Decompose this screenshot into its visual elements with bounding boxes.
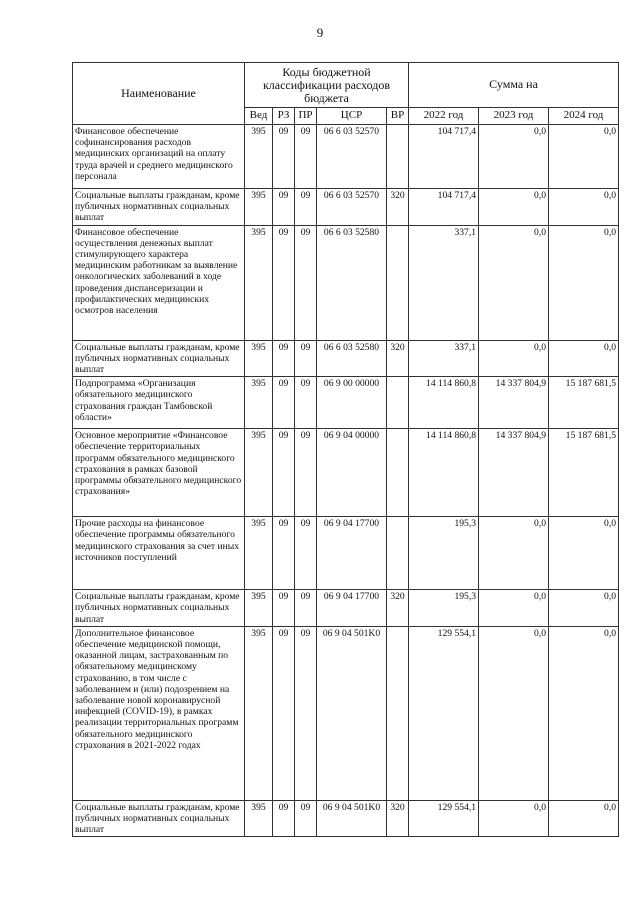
row-vr xyxy=(387,377,409,429)
row-amount-2023: 0,0 xyxy=(479,517,549,590)
row-ved: 395 xyxy=(245,590,273,627)
row-ved: 395 xyxy=(245,800,273,837)
row-rz: 09 xyxy=(273,590,295,627)
table-row xyxy=(73,377,619,429)
column-header-2024: 2024 год xyxy=(549,108,619,125)
column-header-2022: 2022 год xyxy=(409,108,479,125)
row-pr: 09 xyxy=(295,429,317,517)
row-pr: 09 xyxy=(295,125,317,189)
row-amount-2024: 0,0 xyxy=(549,800,619,837)
row-amount-2022: 129 554,1 xyxy=(409,626,479,800)
header-name: Наименование xyxy=(73,63,245,125)
row-rz: 09 xyxy=(273,125,295,189)
row-ved: 395 xyxy=(245,429,273,517)
row-csr: 06 6 03 52580 xyxy=(317,340,387,377)
table-row xyxy=(73,590,619,627)
table-row xyxy=(73,125,619,189)
row-amount-2024: 0,0 xyxy=(549,189,619,226)
row-name: Социальные выплаты гражданам, кроме публичных нормативных социальных выплат xyxy=(73,800,245,837)
column-header-ved: Вед xyxy=(245,108,273,125)
row-name: Прочие расходы на финансовое обеспечение программы обязательного медицинского страхования за счет иных источников поступлений xyxy=(73,517,245,590)
row-ved: 395 xyxy=(245,125,273,189)
row-vr: 320 xyxy=(387,590,409,627)
row-csr: 06 9 04 00000 xyxy=(317,429,387,517)
row-name: Социальные выплаты гражданам, кроме публичных нормативных социальных выплат xyxy=(73,590,245,627)
table-row xyxy=(73,340,619,377)
row-amount-2022: 14 114 860,8 xyxy=(409,429,479,517)
row-vr xyxy=(387,225,409,340)
row-name: Основное мероприятие «Финансовое обеспечение территориальных программ обязательного медицинского страхования в рамках базовой программы обязательного медицинского страхования» xyxy=(73,429,245,517)
row-name: Дополнительное финансовое обеспечение медицинской помощи, оказанной лицам, застрахованным по обязательному медицинскому страхованию, в том числе с заболеванием и (или) подозрением на заболевание новой коронавирусной инфекцией (COVID-19), в рамках реализации территориальных программ обязательного медицинского страхования в 2021-2022 годах xyxy=(73,626,245,800)
row-amount-2023: 14 337 804,9 xyxy=(479,429,549,517)
row-vr: 320 xyxy=(387,340,409,377)
column-header-csr: ЦСР xyxy=(317,108,387,125)
row-pr: 09 xyxy=(295,590,317,627)
row-amount-2024: 0,0 xyxy=(549,125,619,189)
row-ved: 395 xyxy=(245,626,273,800)
row-csr: 06 9 00 00000 xyxy=(317,377,387,429)
row-amount-2023: 0,0 xyxy=(479,189,549,226)
table-row xyxy=(73,429,619,517)
row-amount-2024: 15 187 681,5 xyxy=(549,429,619,517)
column-header-2023: 2023 год xyxy=(479,108,549,125)
row-amount-2023: 0,0 xyxy=(479,340,549,377)
row-name: Финансовое обеспечение софинансирования расходов медицинских организаций на оплату труда врачей и среднего медицинского персонала xyxy=(73,125,245,189)
row-csr: 06 6 03 52570 xyxy=(317,125,387,189)
row-name: Финансовое обеспечение осуществления денежных выплат стимулирующего характера медицинским работникам за выявление онкологических заболеваний в ходе проведения диспансеризации и профилактических медицинских осмотров населения xyxy=(73,225,245,340)
row-pr: 09 xyxy=(295,340,317,377)
row-ved: 395 xyxy=(245,189,273,226)
row-pr: 09 xyxy=(295,626,317,800)
row-rz: 09 xyxy=(273,429,295,517)
column-header-rz: РЗ xyxy=(273,108,295,125)
row-amount-2022: 195,3 xyxy=(409,517,479,590)
row-name: Социальные выплаты гражданам, кроме публичных нормативных социальных выплат xyxy=(73,340,245,377)
header-codes: Коды бюджетной классификации расходов бюджета xyxy=(245,63,409,108)
row-amount-2024: 0,0 xyxy=(549,340,619,377)
column-header-pr: ПР xyxy=(295,108,317,125)
row-name: Подпрограмма «Организация обязательного медицинского страхования граждан Тамбовской области» xyxy=(73,377,245,429)
row-name: Социальные выплаты гражданам, кроме публичных нормативных социальных выплат xyxy=(73,189,245,226)
row-ved: 395 xyxy=(245,340,273,377)
row-rz: 09 xyxy=(273,377,295,429)
table-row xyxy=(73,189,619,226)
row-amount-2022: 337,1 xyxy=(409,225,479,340)
header-sum: Сумма на xyxy=(409,63,619,108)
row-rz: 09 xyxy=(273,225,295,340)
row-amount-2023: 0,0 xyxy=(479,590,549,627)
row-rz: 09 xyxy=(273,189,295,226)
row-amount-2022: 104 717,4 xyxy=(409,125,479,189)
row-amount-2022: 14 114 860,8 xyxy=(409,377,479,429)
row-pr: 09 xyxy=(295,225,317,340)
row-amount-2022: 129 554,1 xyxy=(409,800,479,837)
table-row xyxy=(73,626,619,800)
page-number: 9 xyxy=(316,25,324,40)
row-amount-2022: 337,1 xyxy=(409,340,479,377)
row-vr xyxy=(387,125,409,189)
row-pr: 09 xyxy=(295,517,317,590)
row-csr: 06 6 03 52570 xyxy=(317,189,387,226)
row-amount-2023: 14 337 804,9 xyxy=(479,377,549,429)
row-amount-2023: 0,0 xyxy=(479,225,549,340)
row-amount-2024: 15 187 681,5 xyxy=(549,377,619,429)
row-vr xyxy=(387,429,409,517)
budget-table xyxy=(72,62,619,837)
row-csr: 06 9 04 501K0 xyxy=(317,626,387,800)
row-amount-2022: 195,3 xyxy=(409,590,479,627)
row-rz: 09 xyxy=(273,800,295,837)
row-amount-2022: 104 717,4 xyxy=(409,189,479,226)
row-amount-2024: 0,0 xyxy=(549,517,619,590)
row-pr: 09 xyxy=(295,189,317,226)
column-header-vr: ВР xyxy=(387,108,409,125)
row-amount-2023: 0,0 xyxy=(479,800,549,837)
row-pr: 09 xyxy=(295,800,317,837)
row-amount-2023: 0,0 xyxy=(479,125,549,189)
table-row xyxy=(73,225,619,340)
row-csr: 06 9 04 501K0 xyxy=(317,800,387,837)
row-amount-2024: 0,0 xyxy=(549,626,619,800)
row-ved: 395 xyxy=(245,517,273,590)
row-amount-2023: 0,0 xyxy=(479,626,549,800)
row-vr xyxy=(387,517,409,590)
row-rz: 09 xyxy=(273,517,295,590)
row-amount-2024: 0,0 xyxy=(549,590,619,627)
row-ved: 395 xyxy=(245,225,273,340)
row-vr xyxy=(387,626,409,800)
row-rz: 09 xyxy=(273,340,295,377)
row-ved: 395 xyxy=(245,377,273,429)
table-row xyxy=(73,517,619,590)
row-amount-2024: 0,0 xyxy=(549,225,619,340)
row-csr: 06 6 03 52580 xyxy=(317,225,387,340)
row-rz: 09 xyxy=(273,626,295,800)
row-pr: 09 xyxy=(295,377,317,429)
row-vr: 320 xyxy=(387,189,409,226)
row-vr: 320 xyxy=(387,800,409,837)
row-csr: 06 9 04 17700 xyxy=(317,517,387,590)
row-csr: 06 9 04 17700 xyxy=(317,590,387,627)
table-row xyxy=(73,800,619,837)
